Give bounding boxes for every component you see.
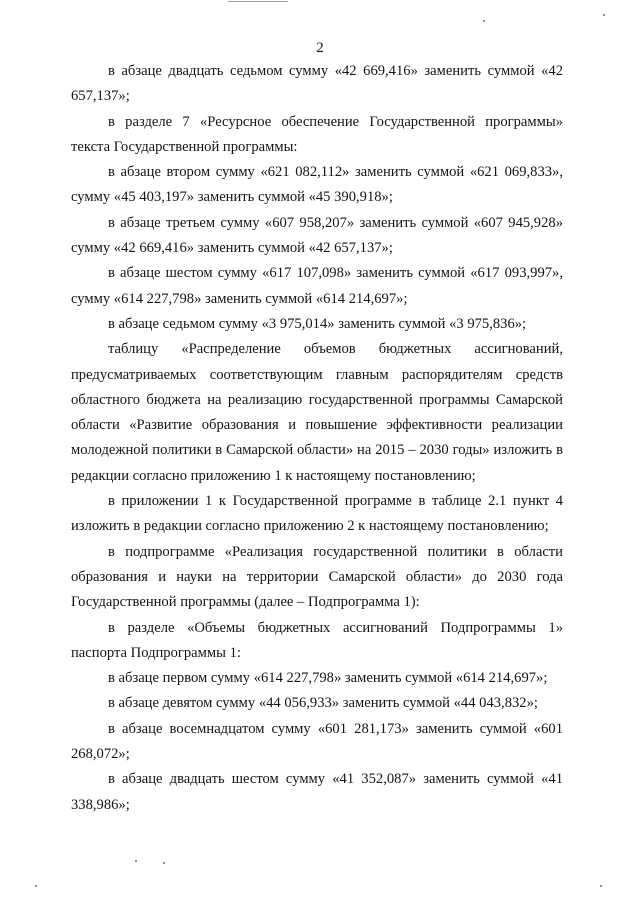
paragraph: в разделе «Объемы бюджетных ассигнований Подпрограммы 1» паспорта Подпрограммы 1: (71, 619, 563, 661)
scan-artifact (163, 862, 165, 864)
paragraph: в абзаце седьмом сумму «3 975,014» заменить суммой «3 975,836»; (108, 315, 527, 332)
paragraph: в абзаце первом сумму «614 227,798» заменить суммой «614 214,697»; (108, 670, 548, 687)
paragraph: в абзаце шестом сумму «617 107,098» заменить суммой «617 093,997», сумму «614 227,798» заменить суммой «614 214,697»; (71, 265, 563, 307)
paragraph: в разделе 7 «Ресурсное обеспечение Государственной программы» текста Государственной программы: (71, 113, 563, 155)
scan-artifact (135, 860, 137, 862)
paragraph: в приложении 1 к Государственной программе в таблице 2.1 пункт 4 изложить в редакции согласно приложению 2 к настоящему постановлению; (71, 493, 563, 535)
paragraph: в абзаце двадцать шестом сумму «41 352,087» заменить суммой «41 338,986»; (71, 771, 563, 813)
paragraph: в абзаце восемнадцатом сумму «601 281,173» заменить суммой «601 268,072»; (71, 720, 563, 763)
paragraph: в абзаце двадцать седьмом сумму «42 669,416» заменить суммой «42 657,137»; (71, 63, 563, 105)
paragraph: таблицу «Распределение объемов бюджетных ассигнований, предусматриваемых соответствующим главным распорядителям средств областного бюджета на реализацию государственной программы Самарской области «Развитие образования и повышение эффективности реализации молодежной политики в Самарской области» на 2015 – 2030 годы» изложить в редакции согласно приложению 1 к настоящему постановлению; (71, 341, 563, 484)
paragraph: в абзаце третьем сумму «607 958,207» заменить суммой «607 945,928» сумму «42 669,416» заменить суммой «42 657,137»; (71, 214, 563, 257)
scan-artifact (35, 885, 37, 887)
page-number: 2 (316, 40, 324, 56)
paragraph: в абзаце девятом сумму «44 056,933» заменить суммой «44 043,832»; (108, 695, 538, 712)
document-body (71, 59, 563, 818)
scan-artifact (483, 20, 485, 22)
scan-artifact (228, 1, 288, 2)
paragraph: в подпрограмме «Реализация государственной политики в области образования и науки на территории Самарской области» до 2030 года Государственной программы (далее – Подпрограмма 1): (71, 543, 563, 611)
scan-artifact (600, 885, 602, 887)
paragraph: в абзаце втором сумму «621 082,112» заменить суммой «621 069,833», сумму «45 403,197» заменить суммой «45 390,918»; (71, 164, 563, 206)
scan-artifact (603, 14, 605, 16)
